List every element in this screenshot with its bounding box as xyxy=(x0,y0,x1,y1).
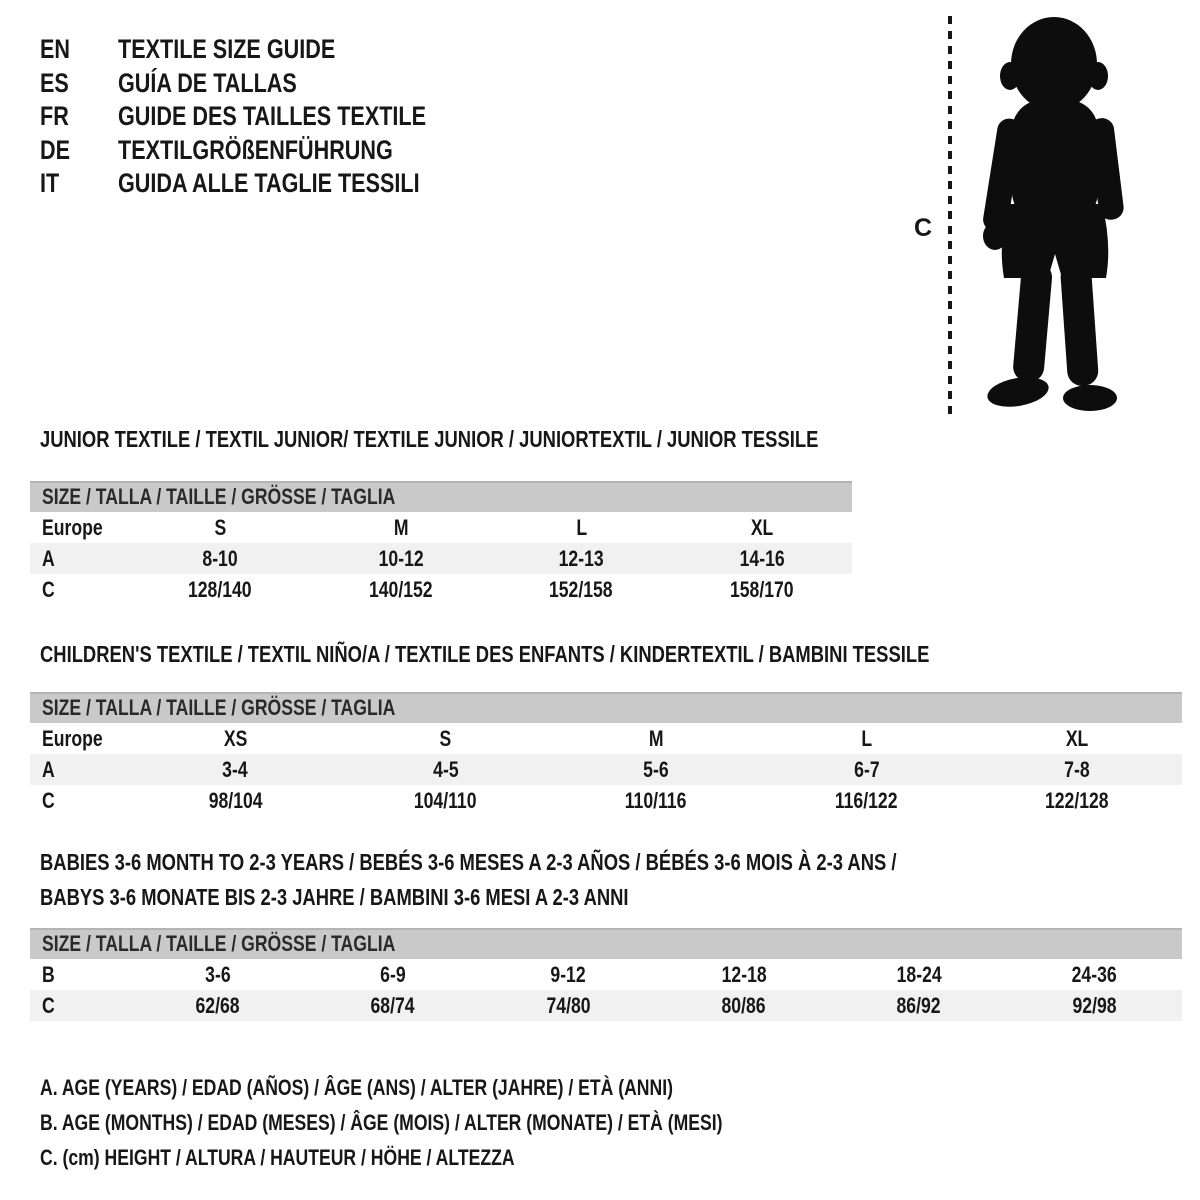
language-title: TEXTILGRÖßENFÜHRUNG xyxy=(118,134,393,165)
height-cell: 158/170 xyxy=(729,576,794,602)
age-cell: 6-9 xyxy=(380,961,406,987)
height-cell: 104/110 xyxy=(414,787,477,813)
age-cell: 10-12 xyxy=(378,545,424,571)
table-row xyxy=(30,723,1182,754)
table-row xyxy=(30,990,1182,1021)
age-cell: 5-6 xyxy=(643,756,669,782)
language-title: GUÍA DE TALLAS xyxy=(118,67,297,98)
language-row xyxy=(40,67,503,101)
age-cell: 3-4 xyxy=(222,756,248,782)
section-title-children: CHILDREN'S TEXTILE / TEXTIL NIÑO/A / TEXTILE DES ENFANTS / KINDERTEXTIL / BAMBINI TESSILE xyxy=(40,641,930,667)
table-row xyxy=(30,754,1182,785)
language-code: FR xyxy=(40,101,69,132)
height-cell: 110/116 xyxy=(625,787,687,813)
size-header-bar: SIZE / TALLA / TAILLE / GRÖSSE / TAGLIA xyxy=(30,928,1182,959)
size-cell: S xyxy=(439,725,452,751)
height-cell: 122/128 xyxy=(1045,787,1109,813)
age-cell: 18-24 xyxy=(896,961,942,987)
height-cell: 152/158 xyxy=(549,576,614,602)
size-header-bar: SIZE / TALLA / TAILLE / GRÖSSE / TAGLIA xyxy=(30,481,852,512)
size-cell: S xyxy=(214,514,227,540)
height-cell: 98/104 xyxy=(208,787,263,813)
height-measure-label: C xyxy=(914,214,933,242)
height-cell: 116/122 xyxy=(835,787,898,813)
table-row xyxy=(30,959,1182,990)
row-label: C xyxy=(42,787,55,813)
size-cell: XL xyxy=(750,514,773,540)
language-title: TEXTILE SIZE GUIDE xyxy=(118,34,336,65)
height-cell: 92/98 xyxy=(1072,992,1117,1018)
children-size-table xyxy=(30,692,1182,816)
footnote-age-years: A. AGE (YEARS) / EDAD (AÑOS) / ÂGE (ANS) / ALTER (JAHRE) / ETÀ (ANNI) xyxy=(40,1075,673,1100)
age-cell: 9-12 xyxy=(550,961,586,987)
footnote-age-months: B. AGE (MONTHS) / EDAD (MESES) / ÂGE (MOIS) / ALTER (MONATE) / ETÀ (MESI) xyxy=(40,1110,723,1135)
row-label: A xyxy=(42,756,55,782)
age-cell: 12-13 xyxy=(558,545,604,571)
row-label: Europe xyxy=(42,725,103,751)
table-row xyxy=(30,574,852,605)
row-label: B xyxy=(42,961,55,987)
height-cell: 86/92 xyxy=(896,992,941,1018)
height-cell: 128/140 xyxy=(188,576,253,602)
language-row xyxy=(40,33,503,67)
language-title: GUIDE DES TAILLES TEXTILE xyxy=(118,101,427,132)
toddler-silhouette-icon xyxy=(962,12,1148,422)
size-cell: L xyxy=(575,514,587,540)
table-row xyxy=(30,785,1182,816)
height-cell: 62/68 xyxy=(195,992,240,1018)
size-cell: XS xyxy=(223,725,247,751)
language-code: IT xyxy=(40,168,60,199)
junior-size-table xyxy=(30,481,852,605)
size-cell: L xyxy=(861,725,872,751)
row-label: A xyxy=(42,545,55,571)
section-title-babies-line2: BABYS 3-6 MONATE BIS 2-3 JAHRE / BAMBINI 3-6 MESI A 2-3 ANNI xyxy=(40,884,629,910)
age-cell: 4-5 xyxy=(432,756,459,782)
language-row xyxy=(40,100,503,134)
age-cell: 8-10 xyxy=(202,545,238,571)
age-cell: 6-7 xyxy=(853,756,880,782)
language-title-list xyxy=(40,33,503,201)
language-title: GUIDA ALLE TAGLIE TESSILI xyxy=(118,168,420,199)
row-label: Europe xyxy=(42,514,103,540)
height-cell: 68/74 xyxy=(370,992,416,1018)
language-row xyxy=(40,167,503,201)
row-label: C xyxy=(42,576,55,602)
language-code: DE xyxy=(40,134,71,165)
section-title-babies-line1: BABIES 3-6 MONTH TO 2-3 YEARS / BEBÉS 3-6 MESES A 2-3 AÑOS / BÉBÉS 3-6 MOIS À 2-3 ANS / xyxy=(40,849,897,875)
section-title-junior: JUNIOR TEXTILE / TEXTIL JUNIOR/ TEXTILE JUNIOR / JUNIORTEXTIL / JUNIOR TESSILE xyxy=(40,426,819,452)
legend-footnotes xyxy=(40,1070,893,1175)
footnote-height-cm: C. (cm) HEIGHT / ALTURA / HAUTEUR / HÖHE / ALTEZZA xyxy=(40,1145,515,1170)
height-measure-dashed-line xyxy=(948,16,952,418)
age-cell: 7-8 xyxy=(1064,756,1090,782)
age-cell: 24-36 xyxy=(1071,961,1117,987)
height-cell: 74/80 xyxy=(546,992,591,1018)
age-cell: 3-6 xyxy=(204,961,231,987)
size-cell: M xyxy=(648,725,664,751)
language-code: EN xyxy=(40,34,71,65)
age-cell: 12-18 xyxy=(721,961,767,987)
age-cell: 14-16 xyxy=(739,545,785,571)
section-title-babies xyxy=(40,845,1111,915)
row-label: C xyxy=(42,992,55,1018)
language-code: ES xyxy=(40,67,69,98)
height-cell: 80/86 xyxy=(721,992,766,1018)
height-cell: 140/152 xyxy=(368,576,433,602)
table-row xyxy=(30,543,852,574)
size-cell: XL xyxy=(1065,725,1089,751)
babies-size-table xyxy=(30,928,1182,1021)
size-header-bar: SIZE / TALLA / TAILLE / GRÖSSE / TAGLIA xyxy=(30,692,1182,723)
size-cell: M xyxy=(393,514,409,540)
language-row xyxy=(40,134,503,168)
table-row xyxy=(30,512,852,543)
